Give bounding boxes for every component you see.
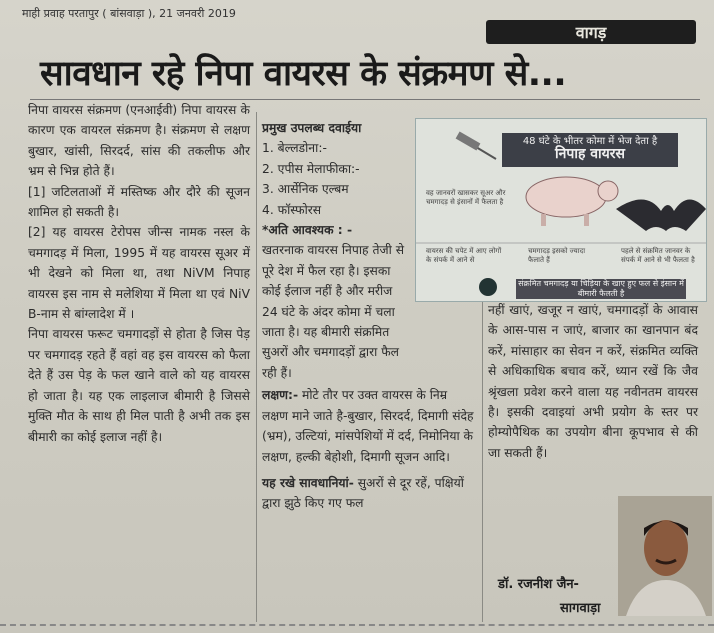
bottom-rule xyxy=(0,624,714,628)
column-divider xyxy=(256,112,257,622)
headline: सावधान रहे निपा वायरस के संक्रमण से... xyxy=(40,54,567,94)
medicines-title: प्रमुख उपलब्ध दवाईया xyxy=(262,121,362,135)
paragraph xyxy=(488,300,698,463)
section-tab: वागड़ xyxy=(486,20,696,44)
column-divider xyxy=(482,300,483,622)
infographic-note: पहले से संक्रमित जानवर के संपर्क में आने से भी फैलता है xyxy=(621,247,695,264)
author-photo xyxy=(618,496,712,616)
medicine-item: 3. आर्सेनिक एल्बम xyxy=(262,182,349,197)
paragraph: [1] जटिलताओं में मस्तिष्क और दौरे की सूजन शामिल हो सकती है। xyxy=(28,184,250,220)
infographic-caption-top: 48 घंटे के भीतर कोमा में भेज देता है xyxy=(522,136,658,147)
note-label: *अति आवश्यक : - xyxy=(262,223,353,238)
symptoms-text: मोटे तौर पर उक्त वायरस के निम्र लक्षण माने जाते है-बुखार, सिरदर्द, दिमागी संदेह (भ्रम), उल्टियां, मांसपेशियों में दर्द, निमोनिया के लक्षण, हल्की बेहोशी, दिमागी सूजन आदि। xyxy=(262,388,474,464)
infographic-note: वह जानवरों खासकर सूअर और चमगादड़ से इंसानों में फैलता है xyxy=(426,189,506,206)
paragraph: निपा वायरस फरूट चमगादड़ों से होता है जिस पेड़ पर चमगादड़ रहते हैं वहां वह इस वायरस को फैला देते हैं उस पेड़ के फल खाने वाले को यह वायरस हो जाता है। यह एक लाइलाज बीमारी है जिससे मुक्ति मौत के साथ ही मिल पाती है अभी तक इस बीमारी का कोई इलाज नहीं है। xyxy=(28,327,250,444)
precautions-text: सुअरों से दूर रहें, पक्षियों द्वारा झुठे किए गए फल xyxy=(262,475,464,511)
article-column-3 xyxy=(488,300,698,463)
infographic-title: निपाह वायरस xyxy=(554,146,625,162)
medicine-item: 1. बेल्लडोना:- xyxy=(262,141,327,156)
infographic-caption xyxy=(502,133,678,167)
note-text: खतरनाक वायरस निपाह तेजी से पूरे देश में फैल रहा है। इसका कोई ईलाज नहीं है और मरीज 24 घंटे के अंदर कोमा में चला जाता है। यह बीमारी संक्रमित सुअरों और चमगादड़ों द्वारा फैल रही हैं। xyxy=(262,243,405,380)
infographic-note: वायरस की चपेट में आए लोगों के संपर्क में आने से xyxy=(426,247,502,264)
medicine-item: 2. एपीस मेलाफीका:- xyxy=(262,161,360,176)
masthead: माही प्रवाह परतापुर ( बांसवाड़ा ), 21 जनवरी 2019 xyxy=(22,7,236,20)
medicine-item: 4. फॉस्फोरस xyxy=(262,202,322,217)
author-name: डॉ. रजनीश जैन- xyxy=(498,577,579,592)
precautions-label: यह रखे सावधानियां- xyxy=(262,475,354,490)
note-text-head xyxy=(262,240,408,383)
infographic-bottom: संक्रमित चमगादड़ या चिड़िया के खाए हुए फल से इंसान में बीमारी फैलती है xyxy=(516,279,686,299)
infographic-note: चमगादड़ इसको ज्यादा फैलाते हैं xyxy=(528,247,586,264)
paragraph: [2] यह वायरस टेरोपस जीन्स नामक नस्ल के चमगादड़ में मिला, 1995 में यह वायरस सूअर में भी देखने को मिला था, तथा NiVM निपाह वायरस इस नाम से मलेशिया में मिला था एवं NiV B-नाम से बांग्लादेश में । xyxy=(28,225,250,322)
paragraph-text: नहीं खाएं, खजूर न खाएं, चमगादड़ों के आवास के आस-पास न जाएं, बाजार का खानपान बंद करें, मांसाहार का सेवन न करें, संक्रमित व्यक्ति से अधिकाधिक बचाव करें, ध्यान रखें कि जैव श्रृंखला प्रवेश करने वाला यह नवीनतम वायरस है। इसकी दवाइयां अभी प्रयोग के स्तर पर होम्योपैथिक का उपयोग बीना कूपभाव से की जा सकती हैं। xyxy=(488,303,698,460)
paragraph: निपा वायरस संक्रमण (एनआईवी) निपा वायरस के कारण एक वायरल संक्रमण है। संक्रमण से लक्षण बुखार, खांसी, सिरदर्द, सांस की तकलीफ और भ्रम से भिन्न होते हैं। xyxy=(28,103,250,179)
nipah-infographic xyxy=(415,118,707,302)
author-portrait xyxy=(618,496,712,616)
symptoms-label: लक्षण:- xyxy=(262,388,299,403)
author-place: सागवाड़ा xyxy=(560,601,601,616)
article-column-1 xyxy=(28,100,250,447)
